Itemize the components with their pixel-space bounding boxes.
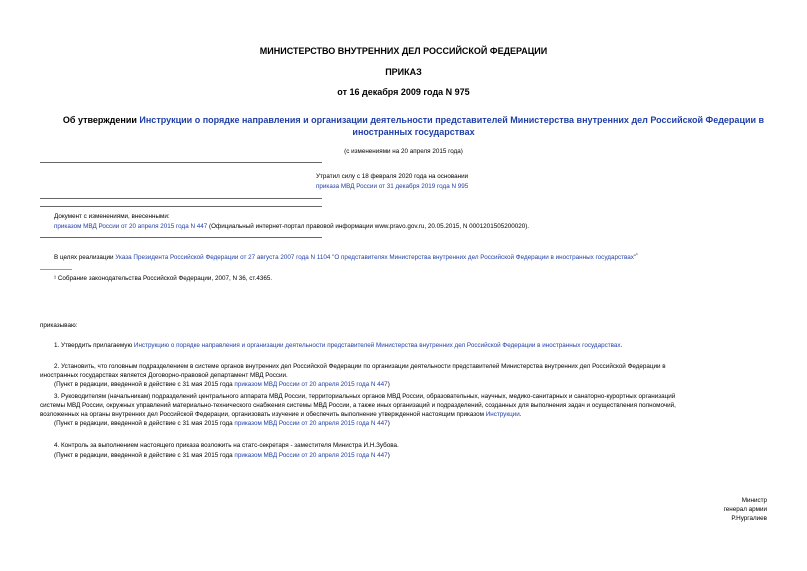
item-1-prefix: 1. Утвердить прилагаемую — [54, 342, 134, 349]
expired-note: Утратил силу с 18 февраля 2020 года на основании — [316, 173, 469, 180]
signature-name: Р.Нургалиев — [731, 515, 767, 522]
edit-note — [54, 380, 390, 389]
order-word: приказываю: — [40, 322, 78, 329]
expired-order-link[interactable]: приказа МВД России от 31 декабря 2019 года N 995 — [316, 183, 469, 190]
item-3-line-2: системы МВД России, окружных управлений материально-технического снабжения системы МВД России, а также иных организаций и подразделений, созданных для выполнения задач и осуществления полномочий, — [40, 402, 676, 409]
item-2-line-2: иностранных государствах является Договорно-правовой департамент МВД России. — [40, 372, 288, 379]
instruction-title-link-cont[interactable]: иностранных государствах — [352, 127, 475, 137]
footnote-mark: ¹ — [636, 252, 638, 258]
divider — [40, 206, 322, 207]
edit-note-prefix: (Пункт в редакции, введенной в действие с 31 мая 2015 года — [54, 381, 235, 388]
item-1 — [54, 341, 622, 350]
footnote-divider — [40, 269, 72, 270]
edit-note-suffix: ) — [387, 381, 390, 388]
divider — [40, 162, 322, 163]
edit-order-link[interactable]: приказом МВД России от 20 апреля 2015 года N 447 — [234, 452, 388, 459]
signature-position: Министр — [741, 497, 767, 504]
date-number-heading: от 16 декабря 2009 года N 975 — [337, 87, 470, 97]
item-3-line-3-suffix: . — [519, 411, 522, 418]
changes-line — [54, 222, 529, 231]
presidential-decree-link[interactable]: Указа Президента Российской Федерации от 27 августа 2007 года N 1104 "О представителях Министерства внутренних дел Российской Федерации в иностранных государствах" — [115, 254, 637, 262]
ministry-heading: МИНИСТЕРСТВО ВНУТРЕННИХ ДЕЛ РОССИЙСКОЙ ФЕДЕРАЦИИ — [259, 46, 548, 56]
signature-block — [724, 496, 767, 523]
item-2-line-1: 2. Установить, что головным подразделением в системе органов внутренних дел Российской Федерации по организации деятельности представителей Министерства внутренних дел Российской Федерации в — [54, 363, 666, 370]
edit-order-link[interactable]: приказом МВД России от 20 апреля 2015 года N 447 — [234, 420, 388, 427]
edit-note-suffix: ) — [387, 420, 390, 427]
instruction-link[interactable]: Инструкцию о порядке направления и организации деятельности представителей Министерства внутренних дел Российской Федерации в иностранных государствах — [133, 342, 621, 349]
item-3-line-3-prefix: возложенных на органы внутренних дел Российской Федерации, организовать изучение и обеспечить выполнение утвержденной настоящим приказом — [40, 411, 486, 418]
amendments-note: (с изменениями на 20 апреля 2015 года) — [344, 148, 463, 155]
changes-source: (Официальный интернет-портал правовой информации www.pravo.gov.ru, 20.05.2015, N 0001201505200020). — [207, 223, 530, 230]
footnote-text: ¹ Собрание законодательства Российской Федерации, 2007, N 36, ст.4365. — [54, 275, 273, 282]
edit-note-prefix: (Пункт в редакции, введенной в действие с 31 мая 2015 года — [54, 452, 235, 459]
instruction-title-link[interactable]: Инструкции о порядке направления и организации деятельности представителей Министерства внутренних дел Российской Федерации в — [139, 115, 765, 125]
edit-note — [54, 451, 390, 460]
title-prefix: Об утверждении — [62, 115, 140, 125]
signature-rank: генерал армии — [723, 506, 767, 513]
divider — [40, 237, 322, 238]
item-3-line-3 — [40, 410, 521, 419]
doc-type-heading: ПРИКАЗ — [385, 67, 422, 77]
edit-note-prefix: (Пункт в редакции, введенной в действие с 31 мая 2015 года — [54, 420, 235, 427]
item-1-suffix: . — [620, 342, 623, 349]
changes-intro: Документ с изменениями, внесенными: — [54, 213, 170, 220]
item-4: 4. Контроль за выполнением настоящего приказа возложить на статс-секретаря - заместителя Министра И.Н.Зубова. — [54, 442, 399, 449]
preamble-prefix: В целях реализации — [54, 254, 116, 262]
edit-note — [54, 419, 390, 428]
edit-note-suffix: ) — [387, 452, 390, 459]
divider — [40, 198, 322, 199]
changes-order-link[interactable]: приказом МВД России от 20 апреля 2015 года N 447 — [54, 223, 208, 230]
edit-order-link[interactable]: приказом МВД России от 20 апреля 2015 года N 447 — [234, 381, 388, 388]
instruction-short-link[interactable]: Инструкции — [485, 411, 520, 418]
item-3-line-1: 3. Руководителям (начальникам) подразделений центрального аппарата МВД России, территориальных органов МВД России, образовательных, научных, медико-санитарных и санаторно-курортных организаций — [54, 393, 676, 400]
document-title — [40, 114, 787, 138]
preamble — [54, 251, 638, 262]
